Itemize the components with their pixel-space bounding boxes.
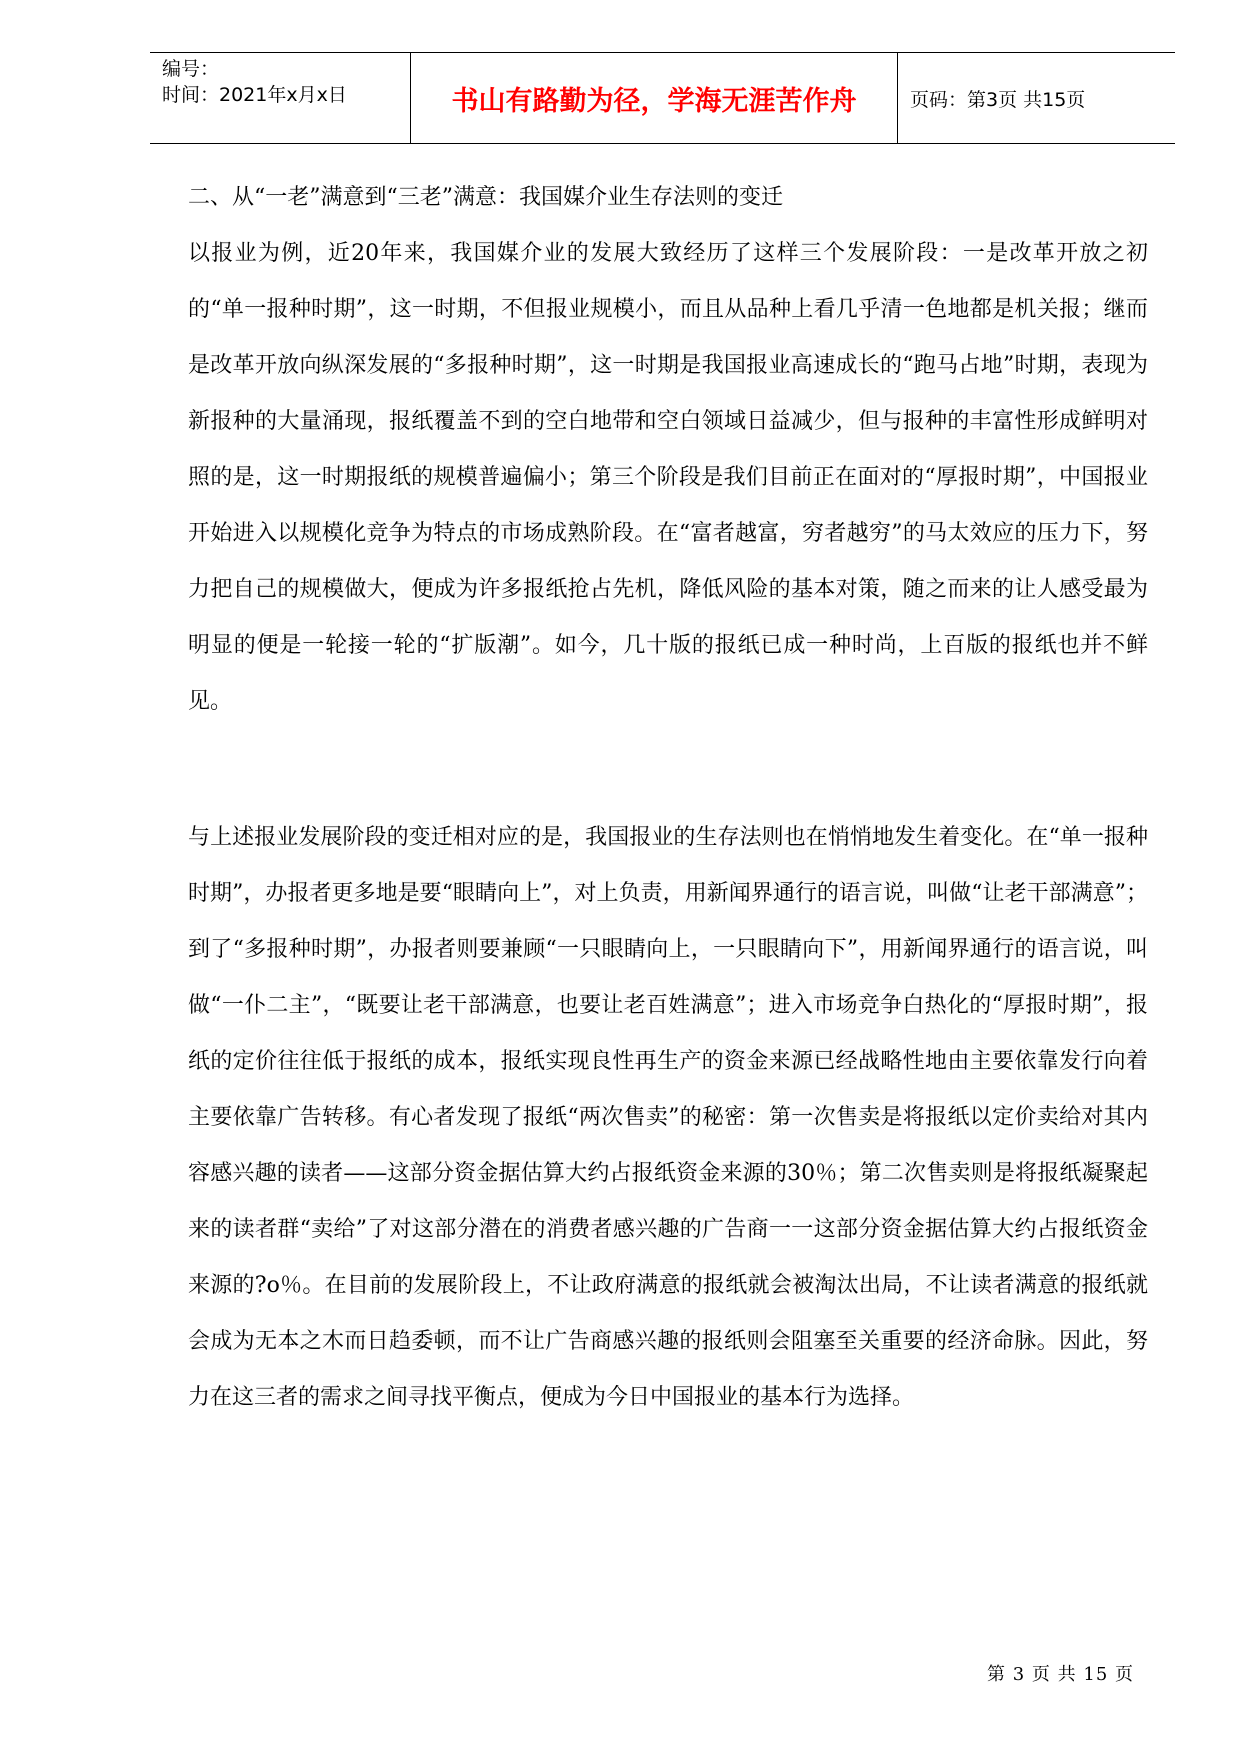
header-motto: 书山有路勤为径，学海无涯苦作舟 (451, 85, 857, 117)
header-page-code: 页码：第3页 共15页 (910, 88, 1086, 111)
document-header (150, 52, 1175, 144)
header-motto-cell (410, 53, 898, 143)
document-time-label: 时间：2021年x月x日 (162, 84, 347, 106)
paragraph-2: 与上述报业发展阶段的变迁相对应的是，我国报业的生存法则也在悄悄地发生着变化。在“单一报种时期”，办报者更多地是要“眼睛向上”，对上负责，用新闻界通行的语言说，叫做“让老干部满意”；到了“多报种时期”，办报者则要兼顾“一只眼睛向上，一只眼睛向下”，用新闻界通行的语言说，叫做“一仆二主”，“既要让老干部满意，也要让老百姓满意”；进入市场竞争白热化的“厚报时期”，报纸的定价往往低于报纸的成本，报纸实现良性再生产的资金来源已经战略性地由主要依靠发行向着主要依靠广告转移。有心者发现了报纸“两次售卖”的秘密：第一次售卖是将报纸以定价卖给对其内容感兴趣的读者——这部分资金据估算大约占报纸资金来源的30％；第二次售卖则是将报纸凝聚起来的读者群“卖给”了对这部分潜在的消费者感兴趣的广告商一一这部分资金据估算大约占报纸资金来源的?o％。在目前的发展阶段上，不让政府满意的报纸就会被淘汰出局，不让读者满意的报纸就会成为无本之木而日趋委顿，而不让广告商感兴趣的报纸则会阻塞至关重要的经济命脉。因此，努力在这三者的需求之间寻找平衡点，便成为今日中国报业的基本行为选择。 (188, 825, 1148, 1410)
document-body (188, 170, 1148, 1426)
section-heading: 二、从“一老”满意到“三老”满意：我国媒介业生存法则的变迁 (188, 185, 783, 210)
paragraph-gap (188, 730, 1148, 810)
paragraph-1: 以报业为例，近20年来，我国媒介业的发展大致经历了这样三个发展阶段：一是改革开放之初的“单一报种时期”，这一时期，不但报业规模小，而且从品种上看几乎清一色地都是机关报；继而是改革开放向纵深发展的“多报种时期”，这一时期是我国报业高速成长的“跑马占地”时期，表现为新报种的大量涌现，报纸覆盖不到的空白地带和空白领域日益减少，但与报种的丰富性形成鲜明对照的是，这一时期报纸的规模普遍偏小；第三个阶段是我们目前正在面对的“厚报时期”，中国报业开始进入以规模化竞争为特点的市场成熟阶段。在“富者越富，穷者越穷”的马太效应的压力下，努力把自己的规模做大，便成为许多报纸抢占先机，降低风险的基本对策，随之而来的让人感受最为明显的便是一轮接一轮的“扩版潮”。如今，几十版的报纸已成一种时尚，上百版的报纸也并不鲜见。 (188, 241, 1148, 714)
page-footer: 第 3 页 共 15 页 (987, 1664, 1134, 1685)
header-meta-cell (150, 53, 410, 143)
document-number-label: 编号： (162, 58, 220, 80)
header-page-cell (898, 53, 1175, 143)
